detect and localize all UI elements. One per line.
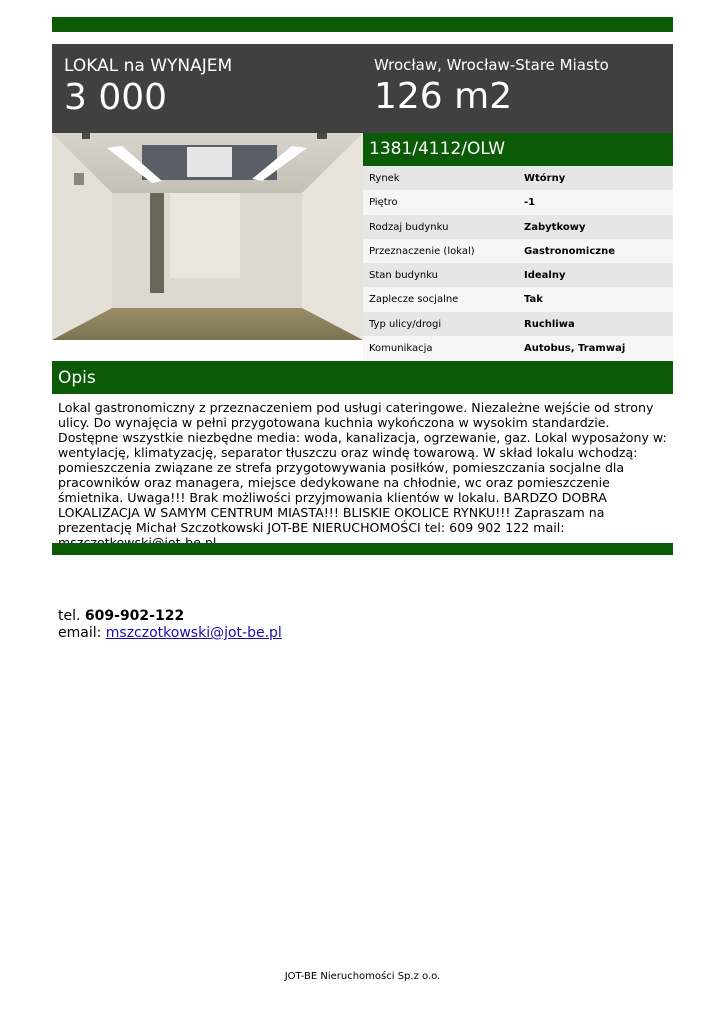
param-value: -1 bbox=[524, 197, 536, 209]
offer-type: LOKAL na WYNAJEM bbox=[64, 56, 233, 76]
param-value: Idealny bbox=[524, 270, 566, 282]
email-line bbox=[58, 625, 282, 642]
param-row bbox=[363, 239, 673, 263]
listing-reference: 1381/4112/OLW bbox=[369, 139, 506, 159]
params-table bbox=[363, 166, 673, 360]
phone-number: 609-902-122 bbox=[84, 608, 185, 624]
description-heading: Opis bbox=[58, 368, 96, 388]
param-label: Rynek bbox=[369, 173, 400, 184]
bottom-accent-bar bbox=[52, 543, 673, 555]
param-label: Komunikacja bbox=[369, 343, 433, 355]
phone-line bbox=[58, 608, 282, 625]
description-text: Lokal gastronomiczny z przeznaczeniem pod usługi cateringowe. Niezależne wejście od strony ulicy. Do wynajęcia w pełni przygotowana kuchnia wykończona w wysokim standardzie. Dostępne wszystkie niezbędne media: woda, kanalizacja, ogrzewanie, gaz. Lokal wyposażony w: wentylację, klimatyzację, separator tłuszczu oraz windę towarową. W skład lokalu wchodzą: pomieszczenia związane ze strefa przygotowywania posiłków, pomieszczania socjalne dla pracowników oraz managera, miejsce dedykowane na chłodnie, wc oraz pomieszczenie śmietnika. Uwaga!!! Brak możliwości przyjmowania klientów w lokalu. BARDZO DOBRA LOKALIZACJA W SAMYM CENTRUM MIASTA!!! BLISKIE OKOLICE RYNKU!!! Zapraszam na prezentację Michał Szczotkowski JOT-BE NIERUCHOMOŚCI tel: 609 902 122 mail: bbox=[58, 400, 667, 535]
price: 3 000 bbox=[64, 77, 168, 118]
listing-header bbox=[52, 44, 673, 133]
param-value: Zabytkowy bbox=[524, 221, 586, 233]
param-label: Typ ulicy/drogi bbox=[369, 318, 442, 330]
phone-label: tel. bbox=[58, 608, 81, 624]
description-heading-bar bbox=[52, 361, 673, 394]
area: 126 m2 bbox=[374, 76, 513, 117]
param-value: Wtórny bbox=[524, 173, 566, 184]
param-row bbox=[363, 215, 673, 239]
param-row bbox=[363, 287, 673, 311]
param-row bbox=[363, 166, 673, 190]
param-value: Gastronomiczne bbox=[524, 245, 615, 257]
param-row bbox=[363, 336, 673, 360]
param-label: Piętro bbox=[369, 197, 398, 209]
param-label: Zaplecze socjalne bbox=[369, 294, 459, 306]
param-label: Przeznaczenie (lokal) bbox=[369, 245, 475, 257]
location: Wrocław, Wrocław-Stare Miasto bbox=[374, 56, 609, 74]
param-value: Autobus, Tramwaj bbox=[524, 343, 626, 355]
contact-block bbox=[58, 608, 282, 642]
header-left bbox=[64, 56, 232, 119]
param-row bbox=[363, 263, 673, 287]
header-right bbox=[374, 56, 609, 118]
property-photo bbox=[52, 133, 363, 340]
param-row bbox=[363, 312, 673, 336]
param-label: Rodzaj budynku bbox=[369, 221, 449, 233]
param-value: Ruchliwa bbox=[524, 318, 575, 330]
reference-bar bbox=[363, 133, 673, 166]
top-accent-bar bbox=[52, 17, 673, 32]
email-link[interactable]: mszczotkowski@jot-be.pl bbox=[105, 625, 282, 641]
footer-company: JOT-BE Nieruchomości Sp.z o.o. bbox=[284, 971, 441, 982]
param-label: Stan budynku bbox=[369, 270, 439, 282]
param-row bbox=[363, 190, 673, 214]
param-value: Tak bbox=[524, 294, 543, 306]
email-label: email: bbox=[58, 625, 102, 641]
